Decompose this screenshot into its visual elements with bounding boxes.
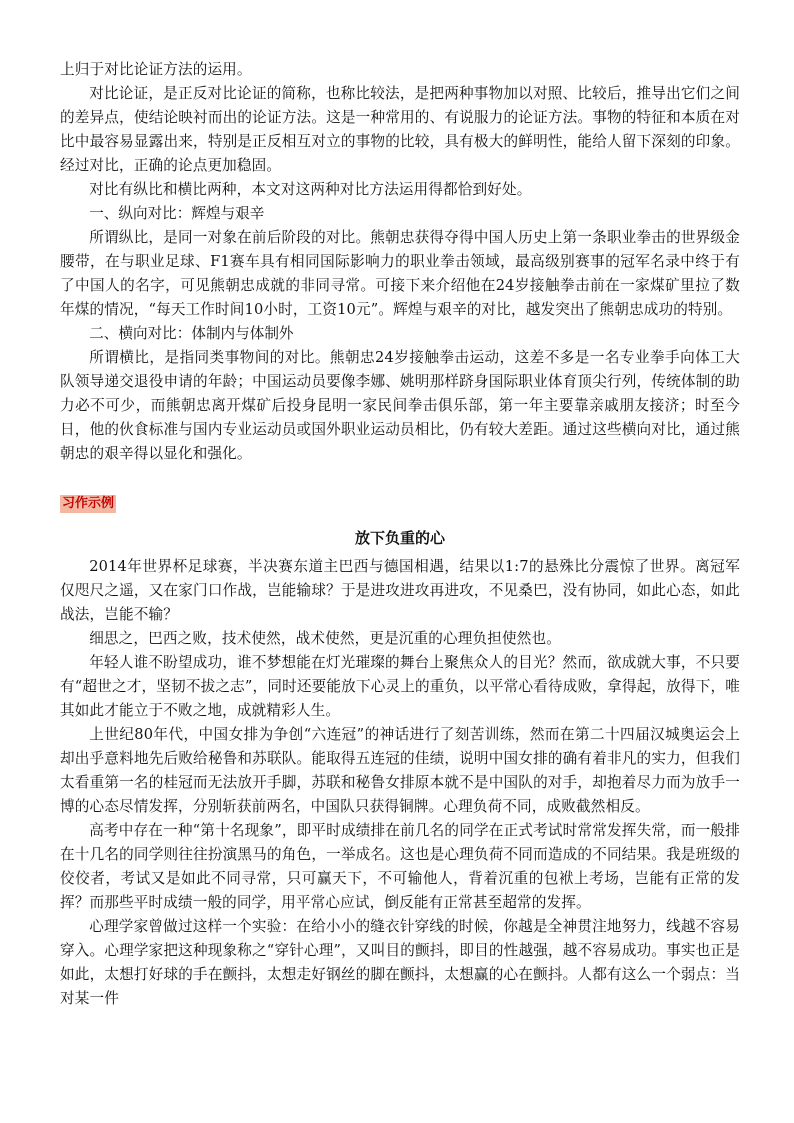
document-body [60, 58, 740, 1011]
section-spacer [60, 466, 740, 492]
paragraph-vertical-comparison: 所谓纵比，是同一对象在前后阶段的对比。熊朝忠获得夺得中国人历史上第一条职业拳击的世界级金腰带，在与职业足球、F1赛车具有相同国际影响力的职业拳击领域，最高级别赛事的冠军名录中终于有了中国人的名字，可见熊朝忠成就的非同寻常。可接下来介绍他在24岁接触拳击前在一家煤矿里拉了数年煤的情况，“每天工作时间10小时，工资10元”。辉煌与艰辛的对比，越发突出了熊朝忠成功的特别。 [60, 229, 740, 318]
section-tag: 习作示例 [62, 496, 115, 511]
heading-vertical-comparison: 一、纵向对比：辉煌与艰辛 [89, 205, 265, 222]
essay-paragraph-4: 上世纪80年代，中国女排为争创“六连冠”的神话进行了刻苦训练，然而在第二十四届汉城奥运会上却出乎意料地先后败给秘鲁和苏联队。能取得五连冠的佳绩，说明中国女排的确有着非凡的实力，但我们太看重第一名的桂冠而无法放开手脚，苏联和秘鲁女排原本就不是中国队的对手，却抱着尽力而为放手一博的心态尽情发挥，分别斩获前两名，中国队只获得铜牌。心理负荷不同，成败截然相反。 [60, 726, 740, 815]
essay-title: 放下负重的心 [354, 529, 445, 547]
essay-paragraph-3: 年轻人谁不盼望成功，谁不梦想能在灯光璀璨的舞台上聚焦众人的目光？然而，欲成就大事，不只要有“超世之才，坚韧不拔之志”，同时还要能放下心灵上的重负，以平常心看待成败，拿得起，放得下，唯其如此才能立于不败之地，成就精彩人生。 [60, 654, 740, 719]
essay-paragraph-5: 高考中存在一种“第十名现象”，即平时成绩排在前几名的同学在正式考试时常常发挥失常，而一般排在十几名的同学则往往扮演黑马的角色，一举成名。这也是心理负荷不同而造成的不同结果。我是班级的佼佼者，考试又是如此不同寻常，只可赢天下，不可输他人，背着沉重的包袱上考场，岂能有正常的发挥？而那些平时成绩一般的同学，用平常心应试，倒反能有正常甚至超常的发挥。 [60, 822, 740, 911]
essay-paragraph-1: 2014年世界杯足球赛，半决赛东道主巴西与德国相遇，结果以1:7的悬殊比分震惊了世界。离冠军仅咫尺之遥，又在家门口作战，岂能输球？于是进攻进攻再进攻，不见桑巴，没有协同，如此心态，如此战法，岂能不输？ [60, 558, 740, 623]
paragraph-definition: 对比论证，是正反对比论证的简称，也称比较法，是把两种事物加以对照、比较后，推导出它们之间的差异点，使结论映衬而出的论证方法。这是一种常用的、有说服力的论证方法。事物的特征和本质在对比中最容易显露出来，特别是正反相互对立的事物的比较，具有极大的鲜明性，能给人留下深刻的印象。经过对比，正确的论点更加稳固。 [60, 85, 740, 174]
heading-horizontal-comparison: 二、横向对比：体制内与体制外 [89, 325, 294, 342]
paragraph-intro-tail: 上归于对比论证方法的运用。 [60, 61, 252, 78]
essay-paragraph-6: 心理学家曾做过这样一个实验：在给小小的缝衣针穿线的时候，你越是全神贯注地努力，线越不容易穿入。心理学家把这种现象称之“穿针心理”，又叫目的颤抖，即目的性越强，越不容易成功。事实也正是如此，太想打好球的手在颤抖，太想走好钢丝的脚在颤抖，太想赢的心在颤抖。人都有这么一个弱点：当对某一件 [60, 918, 740, 1007]
section-tag-row [60, 492, 740, 513]
paragraph-horizontal-comparison: 所谓横比，是指同类事物间的对比。熊朝忠24岁接触拳击运动，这差不多是一名专业拳手向体工大队领导递交退役申请的年龄；中国运动员要像李娜、姚明那样跻身国际职业体育顶尖行列，传统体制的助力必不可少，而熊朝忠离开煤矿后投身昆明一家民间拳击俱乐部，第一年主要靠亲戚朋友接济；时至今日，他的伙食标准与国内专业运动员或国外职业运动员相比，仍有较大差距。通过这些横向对比，通过熊朝忠的艰辛得以显化和强化。 [60, 349, 740, 462]
essay-paragraph-2: 细思之，巴西之败，技术使然，战术使然，更是沉重的心理负担使然也。 [89, 630, 561, 647]
paragraph-two-types: 对比有纵比和横比两种，本文对这两种对比方法运用得都恰到好处。 [89, 181, 532, 198]
